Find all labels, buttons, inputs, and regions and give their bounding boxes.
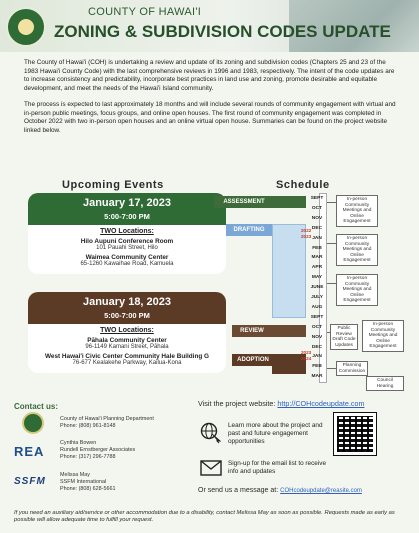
- contact-county: [60, 416, 154, 430]
- event-date: January 17, 2023: [82, 197, 172, 209]
- contact-org: Rundell Ernstberger Associates: [60, 446, 136, 453]
- county-name: COUNTY OF HAWAI'I: [88, 6, 202, 18]
- email-icon: [200, 460, 222, 476]
- intro-paragraph-1: The County of Hawai'i (COH) is undertaking a review and update of its zoning and subdivision codes (Chapters 25 and 23 of the 1983 Hawai'i County Code) with the last comprehensive reviews in 1996 and 1983, respectively. The intent of the code updates are to increase consistency and predictability, incorporate best practices in land use and zoning, promote desirable and equitable development, and meet the needs of the Hawai'i Island community.: [24, 59, 395, 92]
- month-label: JAN: [312, 235, 322, 241]
- ssfm-logo: SSFM: [14, 476, 46, 487]
- phase-review: REVIEW: [232, 325, 272, 337]
- connector-line: [327, 202, 336, 203]
- schedule-heading: Schedule: [276, 179, 330, 191]
- year-label: 2023: [301, 350, 312, 355]
- event-card-body: [28, 225, 226, 274]
- venue-name: Pāhala Community Center: [87, 337, 167, 344]
- month-label: OCT: [311, 324, 323, 330]
- month-label: NOV: [311, 215, 323, 221]
- connector-line: [327, 368, 336, 369]
- event-date: January 18, 2023: [82, 296, 172, 308]
- phase-assessment: ASSESSMENT: [214, 196, 274, 208]
- venue-name: Hilo Aupuni Conference Room: [80, 238, 174, 245]
- website-link[interactable]: http://COHcodeupdate.com: [277, 399, 365, 408]
- locations-label: TWO Locations:: [100, 228, 154, 235]
- contact-phone: Phone: (808) 628-5661: [60, 485, 116, 492]
- month-label: JUNE: [310, 285, 324, 291]
- county-seal-small-logo: [22, 412, 44, 434]
- engagement-box-5: In-person Community Meetings and Online Engagement: [362, 320, 404, 352]
- contact-phone: Phone: (808) 961-8148: [60, 422, 116, 429]
- event-time: 5:00-7:00 PM: [104, 311, 150, 320]
- locations-label: TWO Locations:: [100, 327, 154, 334]
- venue-address: 96-1149 Kamani Street, Pāhala: [85, 344, 169, 350]
- assessment-bar: [272, 196, 306, 208]
- contact-name: Melissa May: [60, 472, 90, 478]
- month-label: DEC: [311, 344, 323, 350]
- contact-heading: Contact us:: [14, 402, 58, 411]
- learn-more-text: Learn more about the project and past and future engagement opportunities: [228, 422, 323, 445]
- month-label: APR: [311, 265, 323, 271]
- visit-label: Visit the project website:: [198, 399, 276, 408]
- year-label: 2024: [301, 356, 312, 361]
- month-label: NOV: [311, 334, 323, 340]
- month-label: SEPT: [310, 196, 324, 201]
- send-label: Or send us a message at:: [198, 487, 279, 494]
- venue-name: Waimea Community Center: [85, 254, 169, 261]
- engagement-box-1: In-person Community Meetings and Online Engagement: [336, 195, 378, 227]
- event-card-body: [28, 324, 226, 373]
- connector-line: [327, 243, 336, 244]
- phase-drafting: DRAFTING: [226, 224, 272, 236]
- event-card-jan17: [28, 193, 226, 274]
- month-label: FEB: [312, 364, 322, 370]
- events-heading: Upcoming Events: [62, 179, 164, 191]
- month-label: SEPT: [310, 314, 324, 320]
- send-message: [198, 487, 362, 494]
- rea-logo: REA: [14, 444, 45, 459]
- connector-line: [327, 283, 336, 284]
- intro-text: [24, 59, 396, 143]
- event-card-header: [28, 292, 226, 324]
- month-label: FEB: [312, 245, 322, 251]
- engagement-box-7: Council Hearing: [366, 376, 404, 391]
- signup-text: Sign-up for the email list to receive info and updates: [228, 460, 327, 475]
- venue-address: 76-677 Kealakehe Parkway, Kailua-Kona: [72, 360, 182, 366]
- engagement-box-4: Public Review Draft Code Updates: [330, 324, 358, 350]
- venue-address: 101 Pauahi Street, Hilo: [96, 245, 158, 251]
- month-label: OCT: [311, 205, 323, 211]
- year-label: 2022: [301, 228, 312, 233]
- globe-icon: [200, 422, 222, 444]
- engagement-box-6: Planning Commission: [336, 361, 368, 376]
- month-label: MAR: [311, 374, 323, 380]
- email-link[interactable]: COHcodeupdate@reasite.com: [280, 488, 362, 494]
- engagement-box-3: In-person Community Meetings and Online Engagement: [336, 274, 378, 306]
- venue-name: West Hawai'i Civic Center Community Hale Building G: [44, 353, 210, 360]
- month-label: MAY: [311, 275, 323, 281]
- phase-adoption: ADOPTION: [232, 354, 274, 366]
- contact-name: Cynthia Bowen: [60, 440, 97, 446]
- event-card-header: [28, 193, 226, 225]
- visit-website: [198, 399, 364, 408]
- header-banner: [0, 0, 419, 52]
- qr-code[interactable]: [334, 413, 376, 455]
- contact-phone: Phone: (317) 296-7788: [60, 453, 116, 460]
- year-label: 2023: [301, 234, 312, 239]
- accommodation-disclaimer: If you need an auxiliary aid/service or other accommodation due to a disability, contact Melissa May as soon as possible. Requests made as early as possible will allow adequate time to fulfill your request.: [14, 510, 395, 523]
- month-label: AUG: [311, 304, 323, 310]
- contact-org: County of Hawai'i Planning Department: [60, 416, 154, 422]
- event-card-jan18: [28, 292, 226, 373]
- month-label: JULY: [311, 295, 323, 300]
- review-bar: [272, 325, 306, 337]
- contact-rea: [60, 440, 135, 460]
- intro-paragraph-2: The process is expected to last approximately 18 months and will include several rounds of community engagement with virtual and in-person public meetings, focus groups, and online open houses. The first round of community engagement was completed in October 2022 with two in-person open houses and an online virtual open house. Summaries can be found on the project website linked below.: [24, 101, 396, 134]
- contact-ssfm: [60, 472, 115, 492]
- county-seal-logo: [6, 7, 46, 47]
- month-label: JAN: [312, 354, 322, 360]
- month-label: MAR: [311, 255, 323, 261]
- page-title: ZONING & SUBDIVISION CODES UPDATE: [54, 22, 391, 41]
- venue-address: 65-1260 Kawaihae Road, Kamuela: [80, 261, 174, 267]
- event-time: 5:00-7:00 PM: [104, 212, 150, 221]
- month-label: DEC: [311, 225, 323, 231]
- contact-org: SSFM International: [60, 478, 107, 485]
- engagement-box-2: In-person Community Meetings and Online Engagement: [336, 234, 378, 266]
